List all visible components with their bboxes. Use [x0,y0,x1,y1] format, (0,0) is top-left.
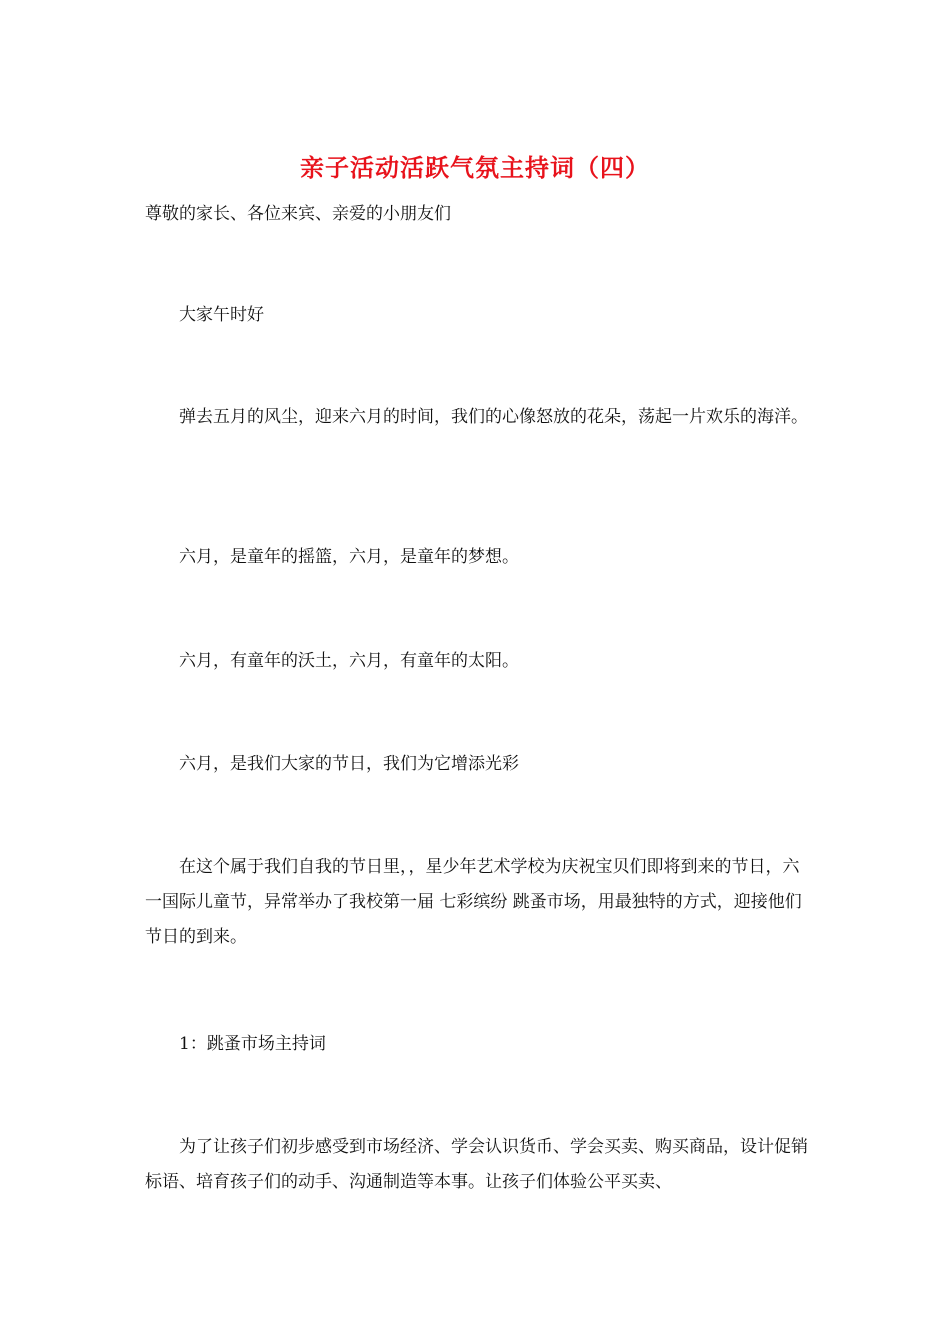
paragraph-june-festival: 六月，是我们大家的节日，我们为它增添光彩 [179,754,519,774]
paragraph-june-soil: 六月，有童年的沃土，六月，有童年的太阳。 [179,651,519,671]
paragraph-market-purpose: 为了让孩子们初步感受到市场经济、学会认识货币、学会买卖、购买商品，设计促销标语、培育孩子们的动手、沟通制造等本事。让孩子们体验公平买卖、 [145,1137,808,1192]
paragraph-greeting: 尊敬的家长、各位来宾、亲爱的小朋友们 [145,204,451,224]
paragraph-section-heading: 1：跳蚤市场主持词 [179,1034,326,1054]
paragraph-flea-market-intro: 在这个属于我们自我的节日里，，星少年艺术学校为庆祝宝贝们即将到来的节日，六一国际儿童节，异常举办了我校第一届 七彩缤纷 跳蚤市场，用最独特的方式，迎接他们节日的到来。 [145,857,802,947]
paragraph-june-cradle: 六月，是童年的摇篮，六月，是童年的梦想。 [179,547,519,567]
document-title: 亲子活动活跃气氛主持词（四） [300,153,650,182]
paragraph-good-afternoon: 大家午时好 [179,305,264,325]
paragraph-june-intro: 弹去五月的风尘，迎来六月的时间，我们的心像怒放的花朵，荡起一片欢乐的海洋。 [179,407,808,427]
